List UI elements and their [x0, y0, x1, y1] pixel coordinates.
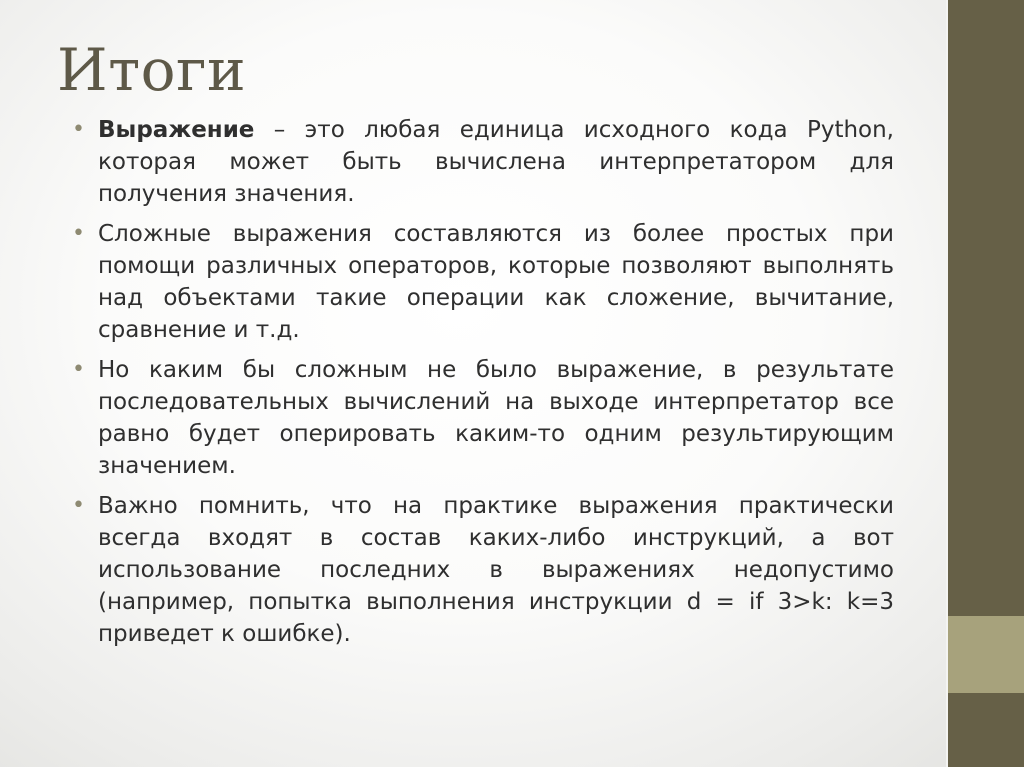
bullet-text: Но каким бы сложным не было выражение, в результате последовательных вычислений на выходе интерпретатор все равно будет оперировать каким-то одним результирующим значением. [98, 357, 894, 479]
bullet-dot-icon: • [72, 221, 85, 246]
bullet-item [72, 490, 894, 650]
bullet-bold-term: Выражение [98, 117, 255, 143]
bullet-item [72, 114, 894, 210]
bullet-list [72, 114, 894, 658]
slide-title: Итоги [57, 36, 247, 104]
bullet-item [72, 354, 894, 482]
bullet-text: Сложные выражения составляются из более простых при помощи различных операторов, которые позволяют выполнять над объектами такие операции как сложение, вычитание, сравнение и т.д. [98, 221, 894, 343]
bullet-dot-icon: • [72, 357, 85, 382]
bullet-item [72, 218, 894, 346]
bullet-dot-icon: • [72, 493, 85, 518]
decorative-sidebar-accent [948, 616, 1024, 693]
bullet-dot-icon: • [72, 117, 85, 142]
bullet-text: – это любая единица исходного кода Python, которая может быть вычислена интерпретатором для получения значения. [98, 117, 894, 207]
bullet-text: Важно помнить, что на практике выражения практически всегда входят в состав каких-либо инструкций, а вот использование последних в выражениях недопустимо (например, попытка выполнения инструкции d = if 3>k: k=3 приведет к ошибке). [98, 493, 894, 647]
